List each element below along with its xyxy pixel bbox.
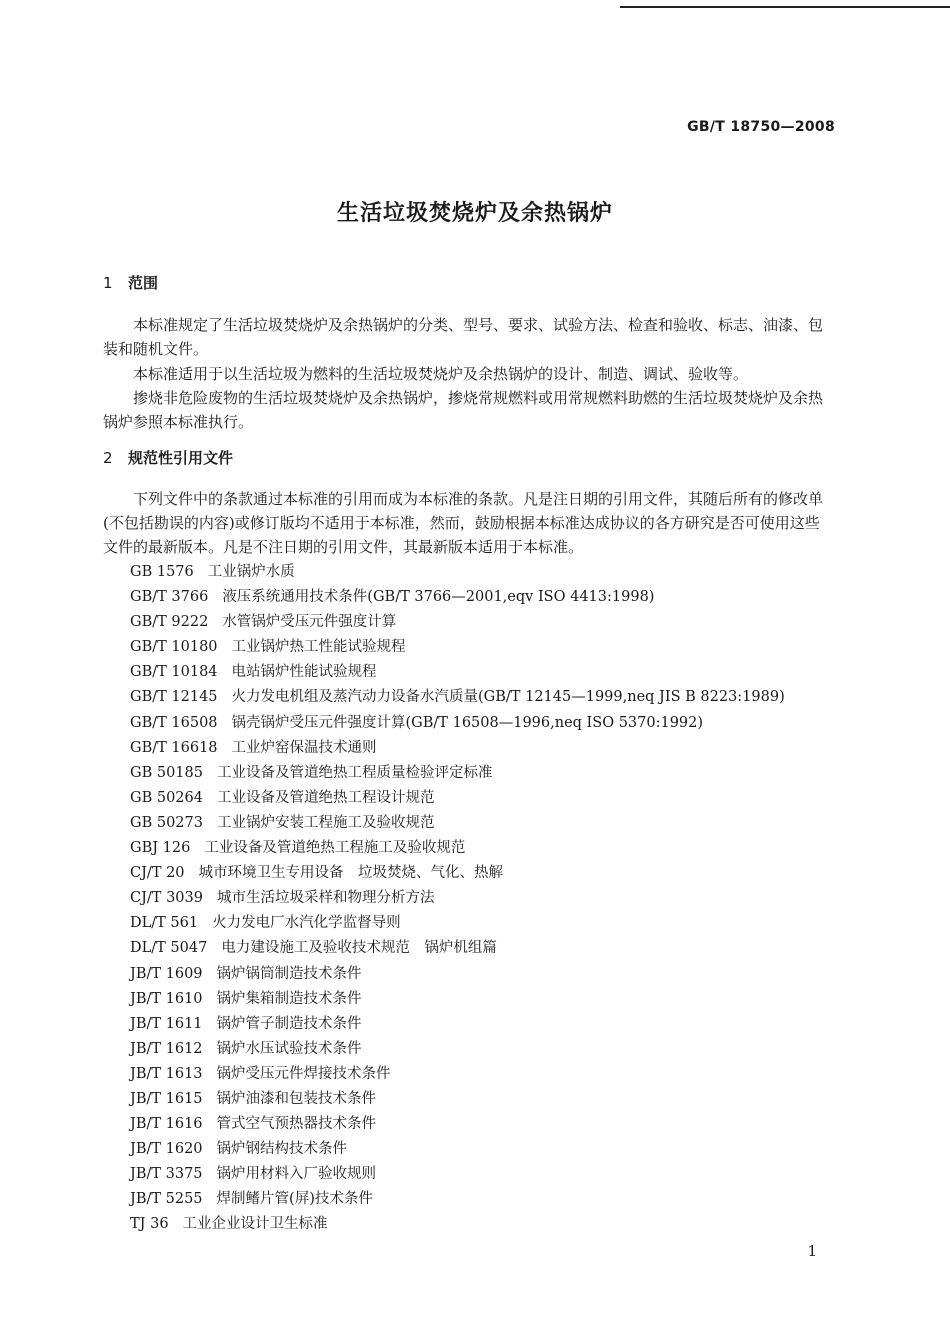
section-title: 范围: [128, 274, 159, 292]
reference-item: [130, 962, 785, 987]
top-rule: [620, 6, 950, 8]
reference-item: [130, 886, 785, 911]
reference-code: CJ/T 20: [130, 865, 185, 882]
reference-title: 电力建设施工及验收技术规范 锅炉机组篇: [221, 940, 497, 957]
reference-code: GB 1576: [130, 564, 194, 580]
reference-code: GB/T 10180: [130, 639, 218, 656]
reference-item: [130, 1037, 785, 1062]
reference-item: [130, 1087, 785, 1112]
reference-item: [130, 585, 785, 610]
reference-item: [130, 836, 785, 861]
reference-code: GB/T 3766: [130, 589, 209, 606]
reference-title: 工业设备及管道绝热工程设计规范: [216, 789, 435, 806]
reference-item: [130, 786, 785, 811]
reference-code: GB/T 10184: [130, 664, 218, 681]
reference-code: GBJ 126: [130, 840, 191, 857]
reference-item: [130, 1012, 785, 1037]
reference-item: [130, 936, 785, 961]
reference-item: [130, 987, 785, 1012]
reference-code: GB 50185: [130, 764, 203, 781]
reference-title: 锅壳锅炉受压元件强度计算(GB/T 16508—1996,neq ISO 5370:1992): [231, 714, 704, 731]
section-1-heading: [103, 272, 158, 293]
reference-code: GB/T 12145: [130, 689, 218, 706]
reference-code: JB/T 3375: [130, 1166, 203, 1183]
reference-code: GB/T 16508: [130, 714, 218, 731]
reference-title: 锅炉钢结构技术条件: [216, 1141, 348, 1158]
reference-title: 管式空气预热器技术条件: [216, 1116, 377, 1133]
section-title: 规范性引用文件: [128, 449, 234, 467]
reference-title: 城市环境卫生专用设备 垃圾焚烧、气化、热解: [198, 865, 504, 882]
reference-title: 锅炉锅筒制造技术条件: [216, 965, 362, 982]
reference-item: [130, 761, 785, 786]
section-number: 2: [103, 449, 113, 467]
reference-item: [130, 1112, 785, 1137]
reference-item: [130, 911, 785, 936]
reference-code: GB/T 16618: [130, 739, 218, 756]
reference-title: 电站锅炉性能试验规程: [231, 664, 377, 681]
reference-title: 锅炉管子制造技术条件: [216, 1015, 362, 1032]
reference-code: GB/T 9222: [130, 614, 209, 631]
reference-title: 工业锅炉安装工程施工及验收规范: [216, 814, 435, 831]
reference-title: 液压系统通用技术条件(GB/T 3766—2001,eqv ISO 4413:1998): [222, 589, 655, 606]
standard-number: GB/T 18750—2008: [687, 119, 835, 135]
reference-code: JB/T 1620: [130, 1141, 203, 1158]
paragraph: 下列文件中的条款通过本标准的引用而成为本标准的条款。凡是注日期的引用文件，其随后所有的修改单(不包括勘误的内容)或修订版均不适用于本标准，然而，鼓励根据本标准达成协议的各方研究是否可使用这些文件的最新版本。凡是不注日期的引用文件，其最新版本适用于本标准。: [103, 490, 824, 556]
reference-item: [130, 1187, 785, 1212]
reference-code: DL/T 5047: [130, 940, 208, 957]
reference-title: 锅炉集箱制造技术条件: [216, 990, 362, 1007]
reference-item: [130, 635, 785, 660]
reference-title: 工业锅炉热工性能试验规程: [231, 639, 406, 656]
reference-title: 锅炉受压元件焊接技术条件: [216, 1065, 391, 1082]
section-number: 1: [103, 274, 113, 292]
reference-title: 工业炉窑保温技术通则: [231, 739, 377, 756]
section-2-heading: [103, 447, 233, 468]
reference-code: JB/T 1611: [130, 1015, 203, 1032]
document-title: 生活垃圾焚烧炉及余热锅炉: [336, 201, 613, 226]
reference-item: [130, 861, 785, 886]
normative-reference-list: [130, 560, 785, 1238]
reference-title: 工业设备及管道绝热工程质量检验评定标准: [216, 764, 493, 781]
reference-item: [130, 660, 785, 685]
reference-item: [130, 610, 785, 635]
reference-code: GB 50264: [130, 789, 203, 806]
reference-item: [130, 711, 785, 736]
reference-item: [130, 1162, 785, 1187]
reference-title: 锅炉用材料入厂验收规则: [216, 1166, 377, 1183]
reference-code: JB/T 1609: [130, 965, 203, 982]
reference-code: GB 50273: [130, 814, 203, 831]
reference-code: JB/T 1615: [130, 1090, 203, 1107]
reference-item: [130, 560, 785, 585]
reference-item: [130, 1062, 785, 1087]
reference-title: 火力发电厂水汽化学监督导则: [212, 915, 401, 932]
reference-title: 工业企业设计卫生标准: [182, 1216, 328, 1233]
reference-title: 锅炉水压试验技术条件: [216, 1040, 362, 1057]
reference-code: CJ/T 3039: [130, 890, 203, 907]
reference-title: 锅炉油漆和包装技术条件: [216, 1090, 377, 1107]
reference-title: 火力发电机组及蒸汽动力设备水汽质量(GB/T 12145—1999,neq JIS B 8223:1989): [231, 689, 785, 706]
paragraph: 本标准规定了生活垃圾焚烧炉及余热锅炉的分类、型号、要求、试验方法、检查和验收、标志、油漆、包装和随机文件。: [103, 316, 824, 358]
reference-item: [130, 1212, 785, 1237]
reference-item: [130, 736, 785, 761]
reference-code: JB/T 5255: [130, 1191, 203, 1208]
reference-code: DL/T 561: [130, 915, 199, 932]
reference-title: 城市生活垃圾采样和物理分析方法: [216, 890, 435, 907]
reference-item: [130, 685, 785, 710]
page-number: 1: [807, 1242, 817, 1260]
reference-item: [130, 811, 785, 836]
reference-code: JB/T 1616: [130, 1116, 203, 1133]
reference-code: JB/T 1610: [130, 990, 203, 1007]
paragraph: 本标准适用于以生活垃圾为燃料的生活垃圾焚烧炉及余热锅炉的设计、制造、调试、验收等。: [133, 365, 749, 383]
reference-code: JB/T 1612: [130, 1040, 203, 1057]
reference-code: JB/T 1613: [130, 1065, 203, 1082]
reference-code: TJ 36: [130, 1216, 169, 1233]
reference-title: 工业锅炉水质: [207, 564, 295, 580]
reference-title: 工业设备及管道绝热工程施工及验收规范: [204, 840, 466, 857]
reference-title: 焊制鳍片管(屏)技术条件: [216, 1191, 373, 1208]
reference-title: 水管锅炉受压元件强度计算: [222, 614, 397, 631]
paragraph: 掺烧非危险废物的生活垃圾焚烧炉及余热锅炉，掺烧常规燃料或用常规燃料助燃的生活垃圾焚烧炉及余热锅炉参照本标准执行。: [103, 389, 824, 431]
reference-item: [130, 1137, 785, 1162]
